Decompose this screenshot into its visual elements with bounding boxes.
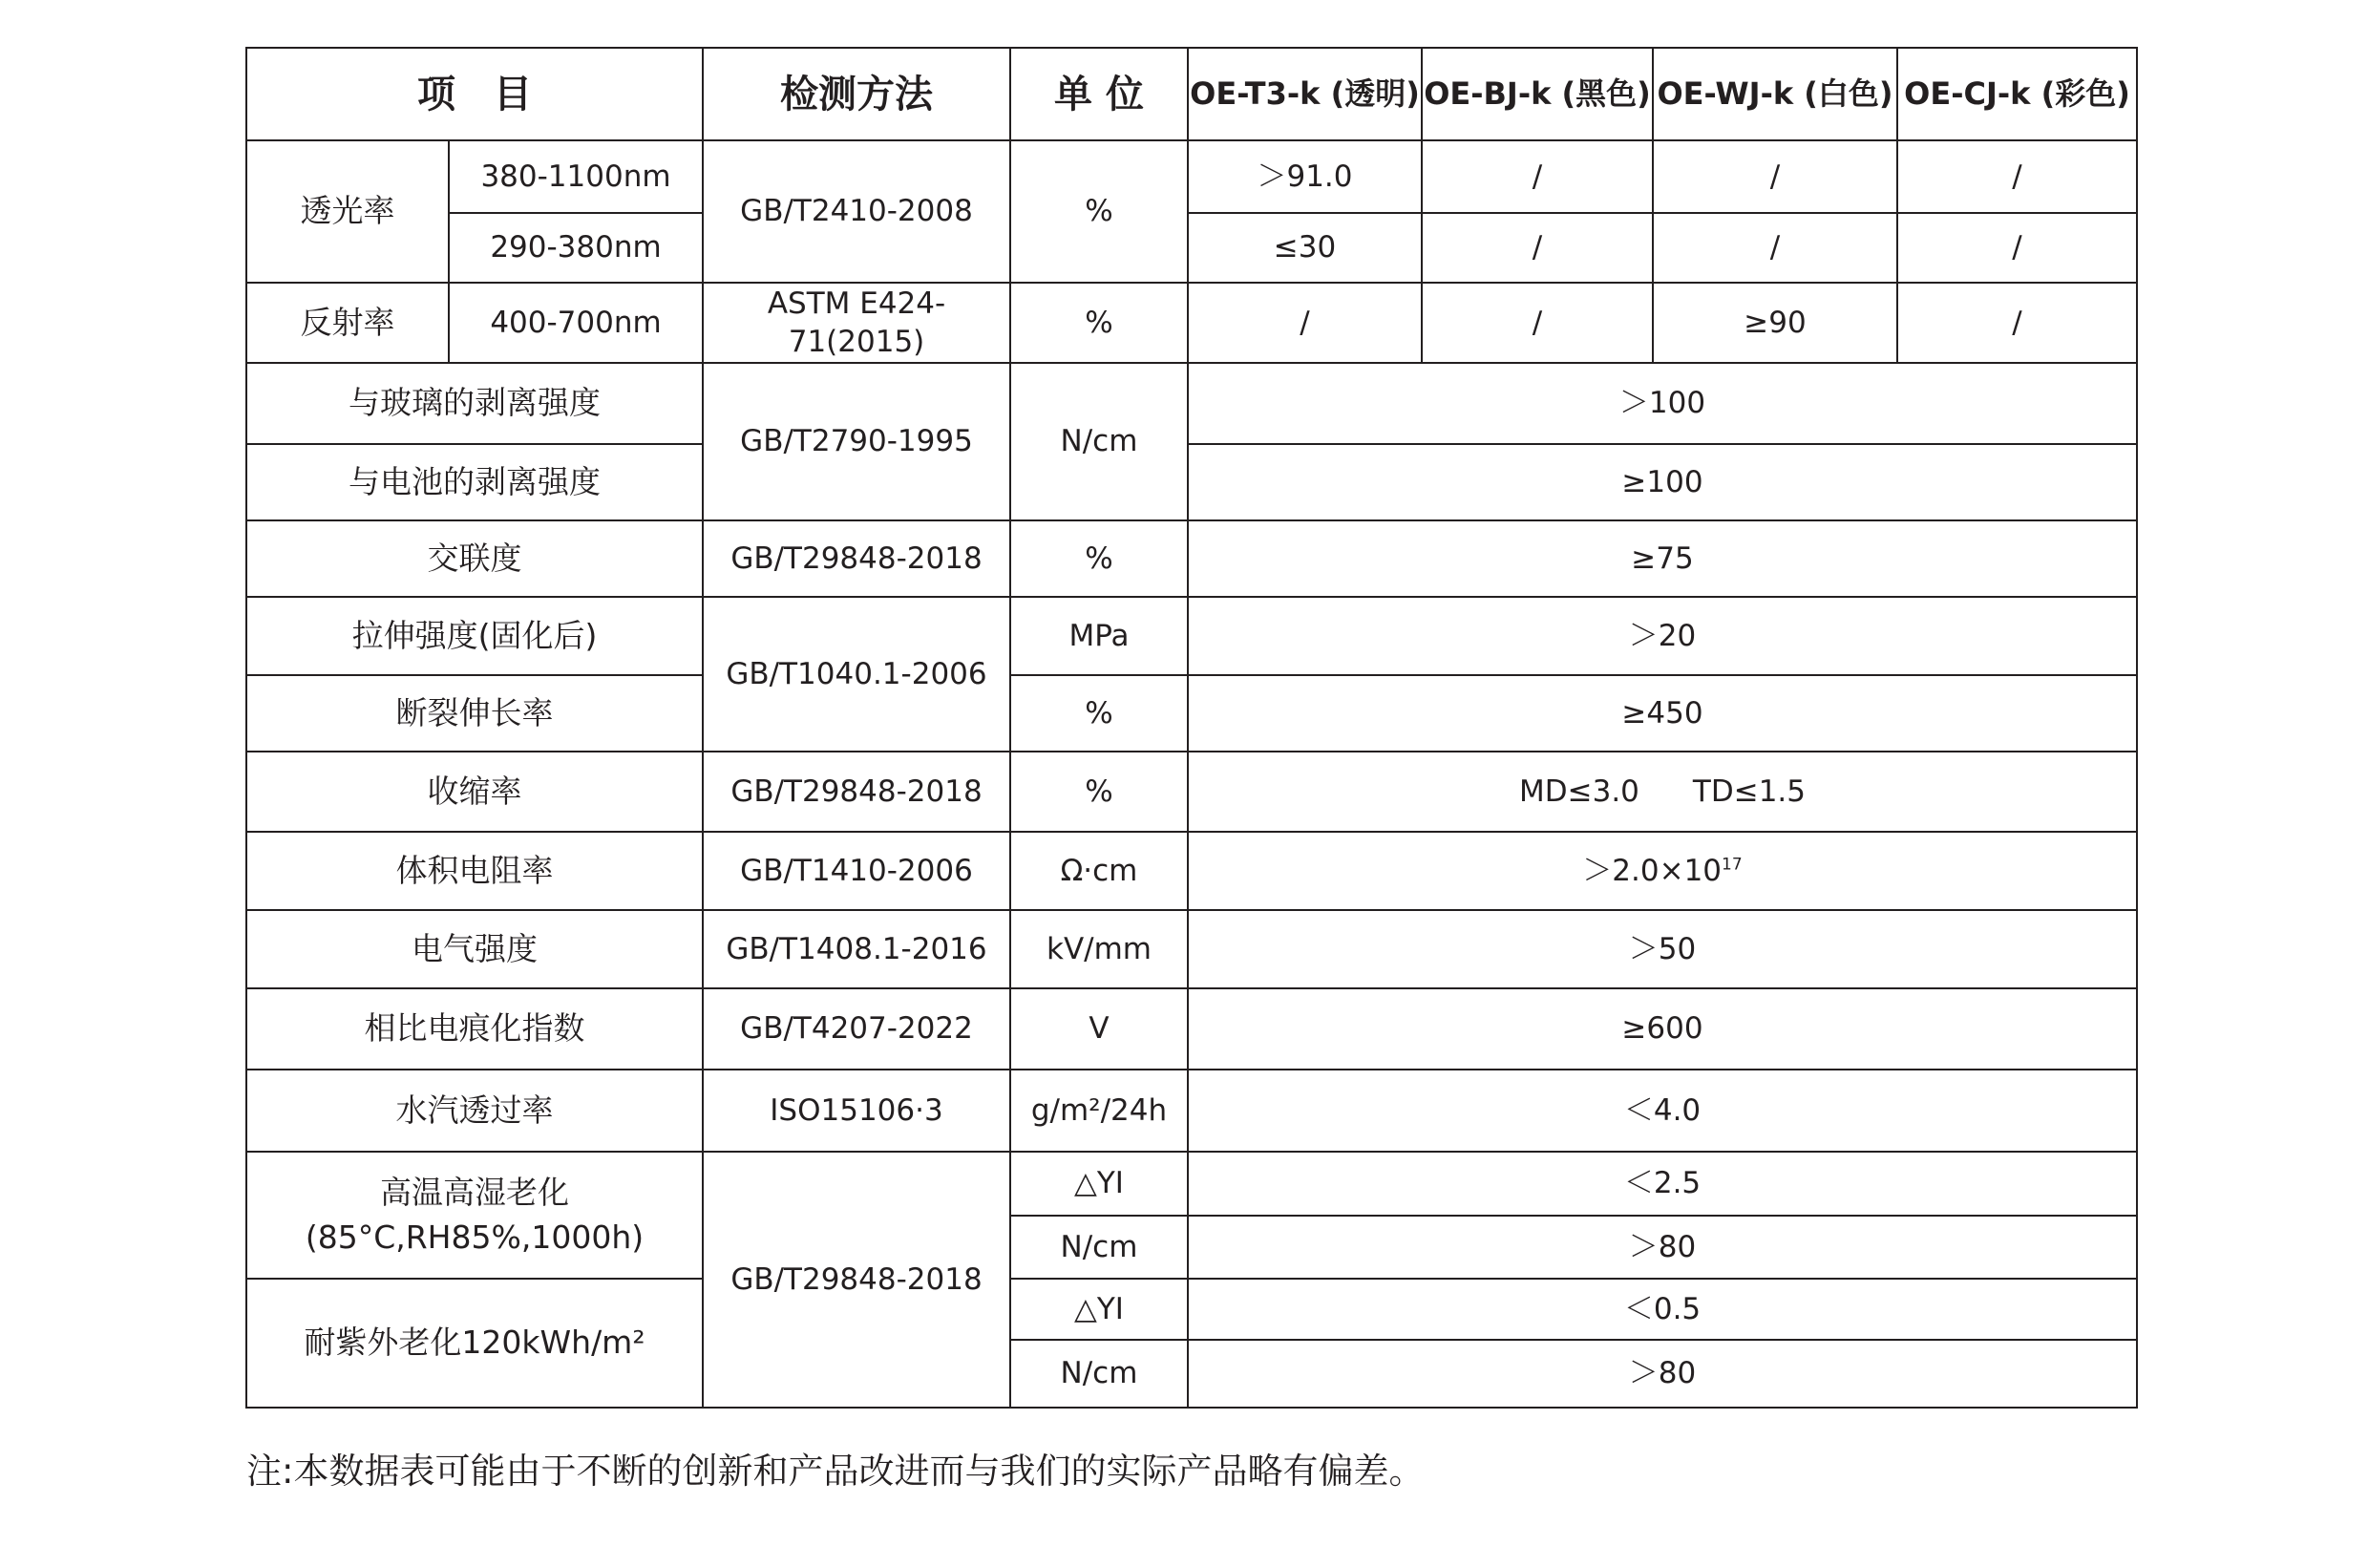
table-row (246, 363, 2137, 444)
damp-heat-unit-peel: N/cm (1010, 1216, 1188, 1279)
table-row (246, 988, 2137, 1070)
reflectance-unit: % (1010, 283, 1188, 363)
crosslink-unit: % (1010, 520, 1188, 597)
crosslink-value: ≥75 (1188, 520, 2137, 597)
shrinkage-td: TD≤1.5 (1692, 773, 1806, 809)
transmittance-name: 透光率 (246, 140, 449, 283)
tracking-unit: V (1010, 988, 1188, 1070)
aging-method: GB/T29848-2018 (703, 1152, 1010, 1408)
peel-glass-name: 与玻璃的剥离强度 (246, 363, 703, 444)
table-cell: ≥90 (1653, 283, 1897, 363)
elongation-unit: % (1010, 675, 1188, 752)
header-product-t3: OE-T3-k (透明) (1188, 48, 1422, 140)
header-product-wj: OE-WJ-k (白色) (1653, 48, 1897, 140)
table-cell: / (1653, 140, 1897, 213)
spec-table (245, 47, 2138, 1409)
dielectric-name: 电气强度 (246, 910, 703, 988)
transmittance-range: 380-1100nm (449, 140, 703, 213)
table-cell: / (1422, 283, 1653, 363)
shrinkage-name: 收缩率 (246, 752, 703, 832)
peel-glass-value: ＞100 (1188, 363, 2137, 444)
table-row (246, 910, 2137, 988)
crosslink-name: 交联度 (246, 520, 703, 597)
table-row (246, 520, 2137, 597)
table-cell: / (1422, 140, 1653, 213)
table-row (246, 1070, 2137, 1152)
transmittance-method: GB/T2410-2008 (703, 140, 1010, 283)
peel-unit: N/cm (1010, 363, 1188, 520)
table-cell: ≤30 (1188, 213, 1422, 283)
tracking-name: 相比电痕化指数 (246, 988, 703, 1070)
dielectric-method: GB/T1408.1-2016 (703, 910, 1010, 988)
header-product-bj: OE-BJ-k (黑色) (1422, 48, 1653, 140)
header-unit: 单 位 (1010, 48, 1188, 140)
shrinkage-value (1188, 752, 2137, 832)
tensile-method: GB/T1040.1-2006 (703, 597, 1010, 752)
resistivity-unit: Ω·cm (1010, 832, 1188, 910)
tensile-strength-value: ＞20 (1188, 597, 2137, 675)
resistivity-method: GB/T1410-2006 (703, 832, 1010, 910)
damp-heat-value-yi: ＜2.5 (1188, 1152, 2137, 1216)
reflectance-range: 400-700nm (449, 283, 703, 363)
peel-cell-value: ≥100 (1188, 444, 2137, 520)
reflectance-method: ASTM E424-71(2015) (703, 283, 1010, 363)
table-cell: / (1897, 140, 2137, 213)
table-row (246, 675, 2137, 752)
crosslink-method: GB/T29848-2018 (703, 520, 1010, 597)
table-cell: / (1897, 213, 2137, 283)
damp-heat-name-line1: 高温高湿老化 (380, 1174, 569, 1212)
vapor-value: ＜4.0 (1188, 1070, 2137, 1152)
transmittance-unit: % (1010, 140, 1188, 283)
table-row (246, 444, 2137, 520)
tracking-method: GB/T4207-2022 (703, 988, 1010, 1070)
peel-method: GB/T2790-1995 (703, 363, 1010, 520)
table-cell: ＞91.0 (1188, 140, 1422, 213)
damp-heat-value-peel: ＞80 (1188, 1216, 2137, 1279)
uv-aging-name: 耐紫外老化120kWh/m² (246, 1279, 703, 1408)
shrinkage-md: MD≤3.0 (1519, 773, 1639, 809)
uv-unit-yi: △YI (1010, 1279, 1188, 1340)
resistivity-name: 体积电阻率 (246, 832, 703, 910)
header-product-cj: OE-CJ-k (彩色) (1897, 48, 2137, 140)
table-row (246, 1152, 2137, 1216)
table-row (246, 597, 2137, 675)
resistivity-mantissa: ＞2.0×10 (1582, 853, 1723, 888)
uv-value-peel: ＞80 (1188, 1340, 2137, 1408)
header-row (246, 48, 2137, 140)
table-cell: / (1188, 283, 1422, 363)
shrinkage-method: GB/T29848-2018 (703, 752, 1010, 832)
tensile-strength-name: 拉伸强度(固化后) (246, 597, 703, 675)
dielectric-value: ＞50 (1188, 910, 2137, 988)
damp-heat-name (246, 1152, 703, 1279)
dielectric-unit: kV/mm (1010, 910, 1188, 988)
table-row (246, 1279, 2137, 1340)
table-cell: / (1653, 213, 1897, 283)
reflectance-name: 反射率 (246, 283, 449, 363)
resistivity-value (1188, 832, 2137, 910)
uv-unit-peel: N/cm (1010, 1340, 1188, 1408)
header-method: 检测方法 (703, 48, 1010, 140)
header-item: 项 目 (246, 48, 703, 140)
transmittance-range: 290-380nm (449, 213, 703, 283)
table-row (246, 213, 2137, 283)
vapor-unit: g/m²/24h (1010, 1070, 1188, 1152)
table-row (246, 752, 2137, 832)
damp-heat-unit-yi: △YI (1010, 1152, 1188, 1216)
vapor-name: 水汽透过率 (246, 1070, 703, 1152)
vapor-method: ISO15106·3 (703, 1070, 1010, 1152)
tensile-strength-unit: MPa (1010, 597, 1188, 675)
footnote: 注:本数据表可能由于不断的创新和产品改进而与我们的实际产品略有偏差。 (246, 1451, 1425, 1492)
resistivity-exponent: 17 (1722, 855, 1743, 875)
table-cell: / (1897, 283, 2137, 363)
shrinkage-unit: % (1010, 752, 1188, 832)
elongation-value: ≥450 (1188, 675, 2137, 752)
damp-heat-name-line2: (85°C,RH85%,1000h) (305, 1218, 645, 1256)
table-row (246, 832, 2137, 910)
elongation-name: 断裂伸长率 (246, 675, 703, 752)
table-row (246, 283, 2137, 363)
tracking-value: ≥600 (1188, 988, 2137, 1070)
peel-cell-name: 与电池的剥离强度 (246, 444, 703, 520)
table-row (246, 140, 2137, 213)
uv-value-yi: ＜0.5 (1188, 1279, 2137, 1340)
table-cell: / (1422, 213, 1653, 283)
